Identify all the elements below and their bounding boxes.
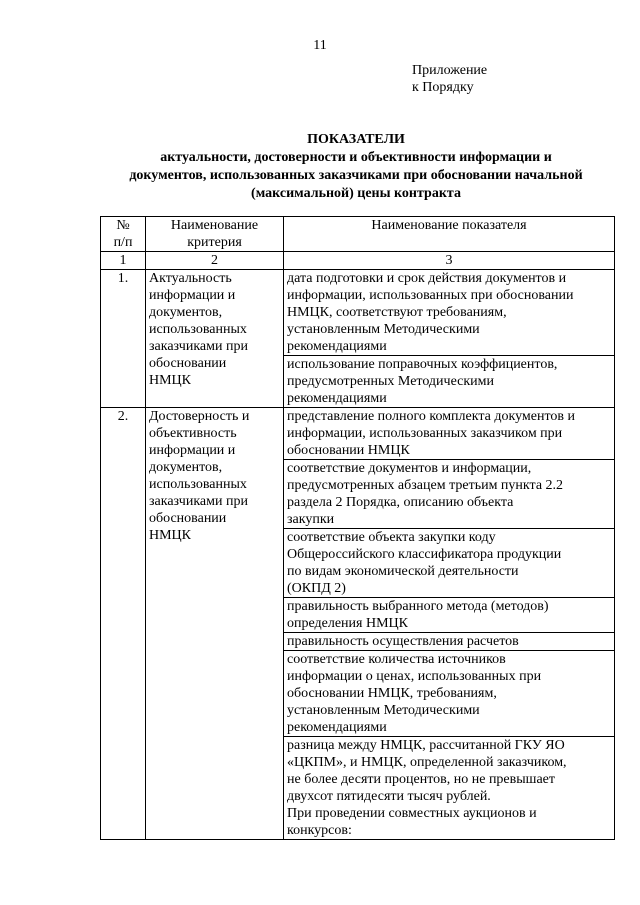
- header-num: № п/п: [101, 217, 146, 252]
- appendix-label: [412, 62, 487, 96]
- document-title: [96, 131, 616, 203]
- indicator-cell: представление полного комплекта документов и информации, использованных заказчиком при обосновании НМЦК: [284, 408, 615, 460]
- title-line-4: (максимальной) цены контракта: [251, 186, 461, 201]
- row-num: 2.: [101, 408, 146, 840]
- indicator-cell: соответствие объекта закупки коду Общероссийского классификатора продукции по видам экономической деятельности (ОКПД 2): [284, 529, 615, 598]
- header-indicator: Наименование показателя: [284, 217, 615, 252]
- row-num: 1.: [101, 270, 146, 408]
- indicator-cell: соответствие количества источников информации о ценах, использованных при обосновании НМЦК, требованиям, установленным Методическими рекомендациями: [284, 651, 615, 737]
- indicator-cell: разница между НМЦК, рассчитанной ГКУ ЯО «ЦКПМ», и НМЦК, определенной заказчиком, не более десяти процентов, но не превышает двухсот пятидесяти тысяч рублей. При проведении совместных аукционов и конкурсов:: [284, 737, 615, 840]
- table-row: [101, 270, 615, 356]
- indicator-cell: правильность выбранного метода (методов) определения НМЦК: [284, 598, 615, 633]
- header-criterion: Наименование критерия: [146, 217, 284, 252]
- indicator-cell: правильность осуществления расчетов: [284, 633, 615, 651]
- col-number-3: 3: [284, 252, 615, 270]
- column-number-row: [101, 252, 615, 270]
- table-header-row: [101, 217, 615, 252]
- table-row: [101, 408, 615, 460]
- criterion-cell: Достоверность и объективность информации и документов, использованных заказчиками при обосновании НМЦК: [146, 408, 284, 840]
- appendix-line-2: к Порядку: [412, 80, 474, 95]
- page-number: 11: [313, 38, 327, 53]
- indicator-cell: использование поправочных коэффициентов, предусмотренных Методическими рекомендациями: [284, 356, 615, 408]
- indicators-table: [100, 216, 615, 840]
- title-heading: ПОКАЗАТЕЛИ: [307, 132, 405, 147]
- indicator-cell: дата подготовки и срок действия документов и информации, использованных при обосновании НМЦК, соответствуют требованиям, установленным Методическими рекомендациями: [284, 270, 615, 356]
- title-line-3: документов, использованных заказчиками при обосновании начальной: [129, 168, 583, 183]
- appendix-line-1: Приложение: [412, 63, 488, 78]
- indicator-cell: соответствие документов и информации, предусмотренных абзацем третьим пункта 2.2 раздела 2 Порядка, описанию объекта закупки: [284, 460, 615, 529]
- criterion-cell: Актуальность информации и документов, использованных заказчиками при обосновании НМЦК: [146, 270, 284, 408]
- col-number-1: 1: [101, 252, 146, 270]
- title-line-2: актуальности, достоверности и объективности информации и: [160, 150, 552, 165]
- col-number-2: 2: [146, 252, 284, 270]
